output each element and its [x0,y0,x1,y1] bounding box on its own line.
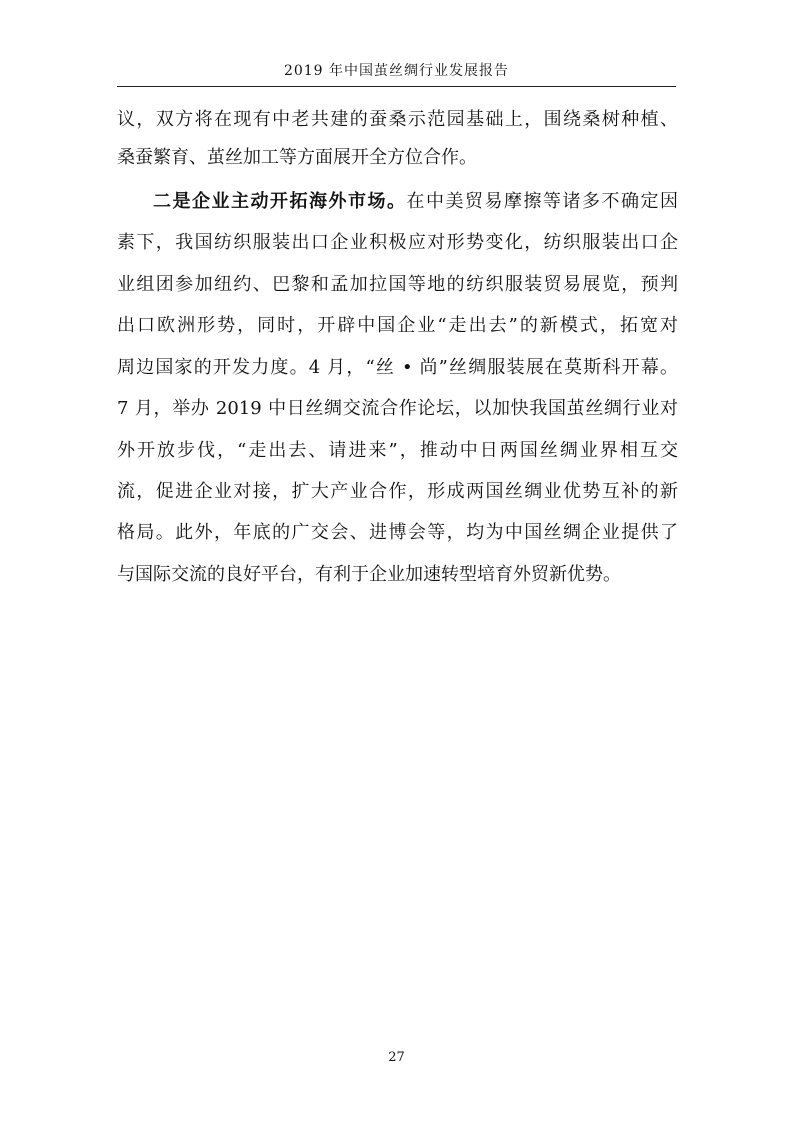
header-divider [117,86,676,87]
paragraph-2-line-8: 流，促进企业对接，扩大产业合作，形成两国丝绸业优势互补的新 [117,481,678,502]
paragraph-2-line-9: 格局。此外，年底的广交会、进博会等，均为中国丝绸企业提供了 [117,522,678,543]
page-number: 27 [388,1050,405,1065]
paragraph-2-line-2: 素下，我国纺织服装出口企业积极应对形势变化，纺织服装出口企 [117,232,678,253]
running-header-title: 2019 年中国茧丝绸行业发展报告 [283,63,510,79]
paragraph-2-line-4: 出口欧洲形势，同时，开辟中国企业“走出去”的新模式，拓宽对 [117,315,678,336]
paragraph-2-line-10: 与国际交流的良好平台，有利于企业加速转型培育外贸新优势。 [117,564,621,585]
paragraph-2-line-5: 周边国家的开发力度。4 月，“丝 • 尚”丝绸服装展在莫斯科开幕。 [117,357,678,378]
paragraph-2-line-7: 外开放步伐，“走出去、请进来”，推动中日两国丝绸业界相互交 [117,440,678,461]
paragraph-2-lead-heading: 二是企业主动开拓海外市场。 [153,191,407,212]
paragraph-2-line-3: 业组团参加纽约、巴黎和孟加拉国等地的纺织服装贸易展览，预判 [117,274,678,295]
paragraph-1-line-1: 议，双方将在现有中老共建的蚕桑示范园基础上，围绕桑树种植、 [117,109,678,130]
paragraph-2-line-1-text: 在中美贸易摩擦等诸多不确定因 [406,191,678,212]
paragraph-1-line-2: 桑蚕繁育、茧丝加工等方面展开全方位合作。 [117,147,477,168]
paragraph-2-line-6: 7 月，举办 2019 中日丝绸交流合作论坛，以加快我国茧丝绸行业对 [117,398,678,419]
paragraph-2-line-1 [153,190,678,214]
